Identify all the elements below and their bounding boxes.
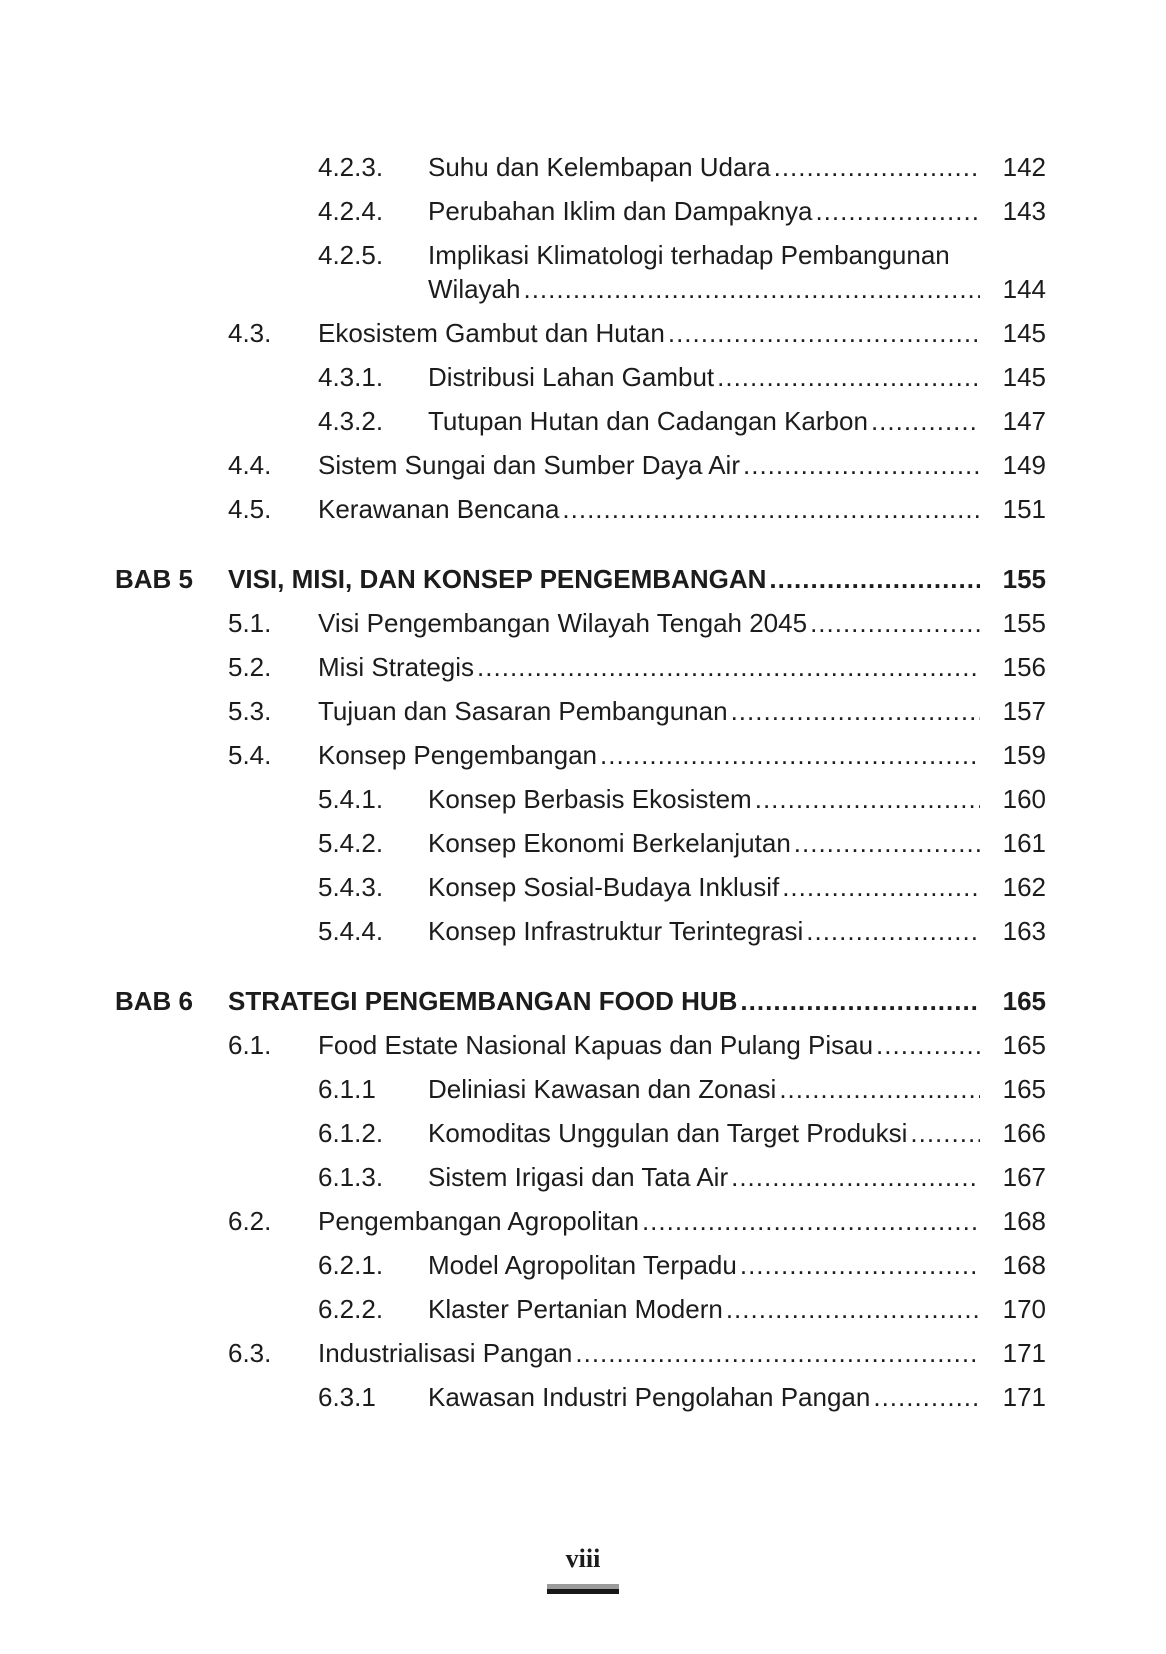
dot-leader — [668, 316, 980, 350]
toc-entry-page: 162 — [1002, 872, 1046, 902]
toc-entry — [115, 1292, 1046, 1326]
dot-leader — [575, 1336, 980, 1370]
dot-leader — [782, 870, 980, 904]
toc-entry-page: 145 — [1002, 362, 1046, 392]
toc-entry-number: 5.2. — [228, 652, 272, 682]
dot-leader — [740, 1248, 980, 1282]
toc-entry-title: Wilayah — [428, 274, 521, 304]
toc-entry-title: Implikasi Klimatologi terhadap Pembangunan — [428, 240, 950, 270]
toc-entry-number: 6.1.1 — [318, 1074, 376, 1104]
toc-entry-number: 4.2.3. — [318, 152, 384, 182]
toc-entry-title: Klaster Pertanian Modern — [428, 1294, 723, 1324]
toc-entry — [115, 738, 1046, 772]
toc-entry — [115, 1072, 1046, 1106]
toc-entry-page: 160 — [1002, 784, 1046, 814]
toc-entry — [115, 1248, 1046, 1282]
toc-entry — [115, 1336, 1046, 1370]
dot-leader — [755, 782, 980, 816]
dot-leader — [642, 1204, 980, 1238]
toc-entry — [115, 826, 1046, 860]
toc-entry — [115, 1116, 1046, 1150]
dot-leader — [726, 1292, 980, 1326]
toc-entry — [115, 194, 1046, 228]
toc-list — [115, 150, 1046, 1424]
dot-leader — [774, 150, 980, 184]
toc-entry-title: Sistem Irigasi dan Tata Air — [428, 1162, 729, 1192]
dot-leader — [810, 606, 980, 640]
toc-entry-continuation — [115, 272, 1046, 306]
toc-entry-number: 5.4.4. — [318, 916, 384, 946]
dot-leader — [871, 404, 980, 438]
toc-entry — [115, 1380, 1046, 1414]
toc-entry-number: 5.1. — [228, 608, 272, 638]
toc-entry-page: 156 — [1002, 652, 1046, 682]
toc-entry-page: 144 — [1002, 274, 1046, 304]
toc-entry-number: 5.4.3. — [318, 872, 384, 902]
toc-entry-page: 143 — [1002, 196, 1046, 226]
toc-entry-title: Visi Pengembangan Wilayah Tengah 2045 — [318, 608, 808, 638]
toc-entry-title: Deliniasi Kawasan dan Zonasi — [428, 1074, 777, 1104]
toc-entry-page: 145 — [1002, 318, 1046, 348]
dot-leader — [779, 1072, 980, 1106]
toc-entry-page: 167 — [1002, 1162, 1046, 1192]
toc-entry-title: Perubahan Iklim dan Dampaknya — [428, 196, 813, 226]
dot-leader — [523, 272, 980, 306]
toc-entry-number: 4.2.4. — [318, 196, 384, 226]
toc-entry — [115, 316, 1046, 350]
toc-entry-number: BAB 5 — [115, 564, 194, 594]
dot-leader — [743, 448, 980, 482]
toc-entry-number: 6.1. — [228, 1030, 272, 1060]
toc-entry — [115, 1160, 1046, 1194]
footer-rule — [547, 1584, 619, 1594]
toc-entry — [115, 606, 1046, 640]
toc-entry — [115, 1204, 1046, 1238]
toc-entry-page: 151 — [1002, 494, 1046, 524]
toc-entry-number: 4.2.5. — [318, 240, 384, 270]
toc-entry — [115, 238, 1046, 272]
toc-entry — [115, 870, 1046, 904]
toc-entry-title: Industrialisasi Pangan — [318, 1338, 573, 1368]
toc-entry — [115, 914, 1046, 948]
toc-entry-title: Kerawanan Bencana — [318, 494, 560, 524]
toc-entry-title: Pengembangan Agropolitan — [318, 1206, 639, 1236]
toc-entry-page: 155 — [1002, 608, 1046, 638]
toc-entry-number: 4.4. — [228, 450, 272, 480]
toc-entry — [115, 984, 1046, 1018]
toc-entry-title: Tujuan dan Sasaran Pembangunan — [318, 696, 728, 726]
toc-entry-page: 171 — [1002, 1338, 1046, 1368]
footer-page-number: viii — [565, 1544, 601, 1573]
toc-entry-number: 4.3. — [228, 318, 272, 348]
toc-entry — [115, 1028, 1046, 1062]
toc-entry-title: Model Agropolitan Terpadu — [428, 1250, 737, 1280]
dot-leader — [731, 694, 980, 728]
toc-entry-page: 165 — [1002, 986, 1046, 1016]
toc-entry-title: Konsep Sosial-Budaya Inklusif — [428, 872, 780, 902]
toc-entry-title: Konsep Berbasis Ekosistem — [428, 784, 752, 814]
toc-entry-number: 6.2.1. — [318, 1250, 384, 1280]
dot-leader — [794, 826, 980, 860]
toc-entry-page: 155 — [1002, 564, 1046, 594]
toc-entry — [115, 492, 1046, 526]
toc-entry-title: Suhu dan Kelembapan Udara — [428, 152, 771, 182]
toc-entry-number: 6.1.2. — [318, 1118, 384, 1148]
dot-leader — [717, 360, 980, 394]
toc-entry-page: 157 — [1002, 696, 1046, 726]
dot-leader — [910, 1116, 980, 1150]
toc-entry-title: Tutupan Hutan dan Cadangan Karbon — [428, 406, 868, 436]
toc-entry-number: 5.4.2. — [318, 828, 384, 858]
dot-leader — [769, 562, 980, 596]
toc-entry-page: 166 — [1002, 1118, 1046, 1148]
toc-entry-number: BAB 6 — [115, 986, 194, 1016]
toc-entry-title: Konsep Ekonomi Berkelanjutan — [428, 828, 791, 858]
toc-entry-title: Konsep Infrastruktur Terintegrasi — [428, 916, 804, 946]
toc-entry-title: Ekosistem Gambut dan Hutan — [318, 318, 665, 348]
toc-entry-title: Sistem Sungai dan Sumber Daya Air — [318, 450, 740, 480]
toc-entry-page: 171 — [1002, 1382, 1046, 1412]
toc-entry-page: 161 — [1002, 828, 1046, 858]
toc-entry-title: Food Estate Nasional Kapuas dan Pulang Pisau — [318, 1030, 874, 1060]
toc-entry-page: 149 — [1002, 450, 1046, 480]
dot-leader — [600, 738, 980, 772]
toc-entry-title: VISI, MISI, DAN KONSEP PENGEMBANGAN — [228, 564, 767, 594]
toc-entry-number: 6.2.2. — [318, 1294, 384, 1324]
dot-leader — [562, 492, 980, 526]
toc-entry — [115, 694, 1046, 728]
toc-entry-title: Komoditas Unggulan dan Target Produksi — [428, 1118, 908, 1148]
toc-entry-page: 163 — [1002, 916, 1046, 946]
toc-entry-page: 165 — [1002, 1074, 1046, 1104]
toc-entry-page: 168 — [1002, 1206, 1046, 1236]
toc-entry-page: 142 — [1002, 152, 1046, 182]
toc-entry-number: 4.3.1. — [318, 362, 384, 392]
toc-entry-number: 5.4. — [228, 740, 272, 770]
toc-entry-page: 168 — [1002, 1250, 1046, 1280]
toc-entry-page: 159 — [1002, 740, 1046, 770]
dot-leader — [876, 1028, 980, 1062]
dot-leader — [815, 194, 980, 228]
toc-entry-title: Misi Strategis — [318, 652, 475, 682]
toc-entry — [115, 650, 1046, 684]
dot-leader — [740, 984, 980, 1018]
toc-entry — [115, 404, 1046, 438]
toc-entry-page: 147 — [1002, 406, 1046, 436]
toc-entry-number: 6.1.3. — [318, 1162, 384, 1192]
toc-entry-number: 5.3. — [228, 696, 272, 726]
toc-entry-title: Kawasan Industri Pengolahan Pangan — [428, 1382, 871, 1412]
dot-leader — [806, 914, 980, 948]
dot-leader — [873, 1380, 980, 1414]
toc-entry-number: 6.3. — [228, 1338, 272, 1368]
toc-entry-title: Distribusi Lahan Gambut — [428, 362, 715, 392]
dot-leader — [477, 650, 980, 684]
toc-entry-title: Konsep Pengembangan — [318, 740, 598, 770]
toc-entry — [115, 782, 1046, 816]
toc-entry-number: 5.4.1. — [318, 784, 384, 814]
dot-leader — [731, 1160, 980, 1194]
toc-entry-number: 6.3.1 — [318, 1382, 376, 1412]
toc-entry-number: 4.3.2. — [318, 406, 384, 436]
toc-entry-number: 4.5. — [228, 494, 272, 524]
toc-entry — [115, 150, 1046, 184]
toc-entry — [115, 562, 1046, 596]
footer-rule-black-bar — [547, 1589, 619, 1594]
toc-entry-page: 170 — [1002, 1294, 1046, 1324]
toc-entry-number: 6.2. — [228, 1206, 272, 1236]
toc-entry — [115, 360, 1046, 394]
toc-entry — [115, 448, 1046, 482]
toc-entry-title: STRATEGI PENGEMBANGAN FOOD HUB — [228, 986, 738, 1016]
toc-entry-page: 165 — [1002, 1030, 1046, 1060]
